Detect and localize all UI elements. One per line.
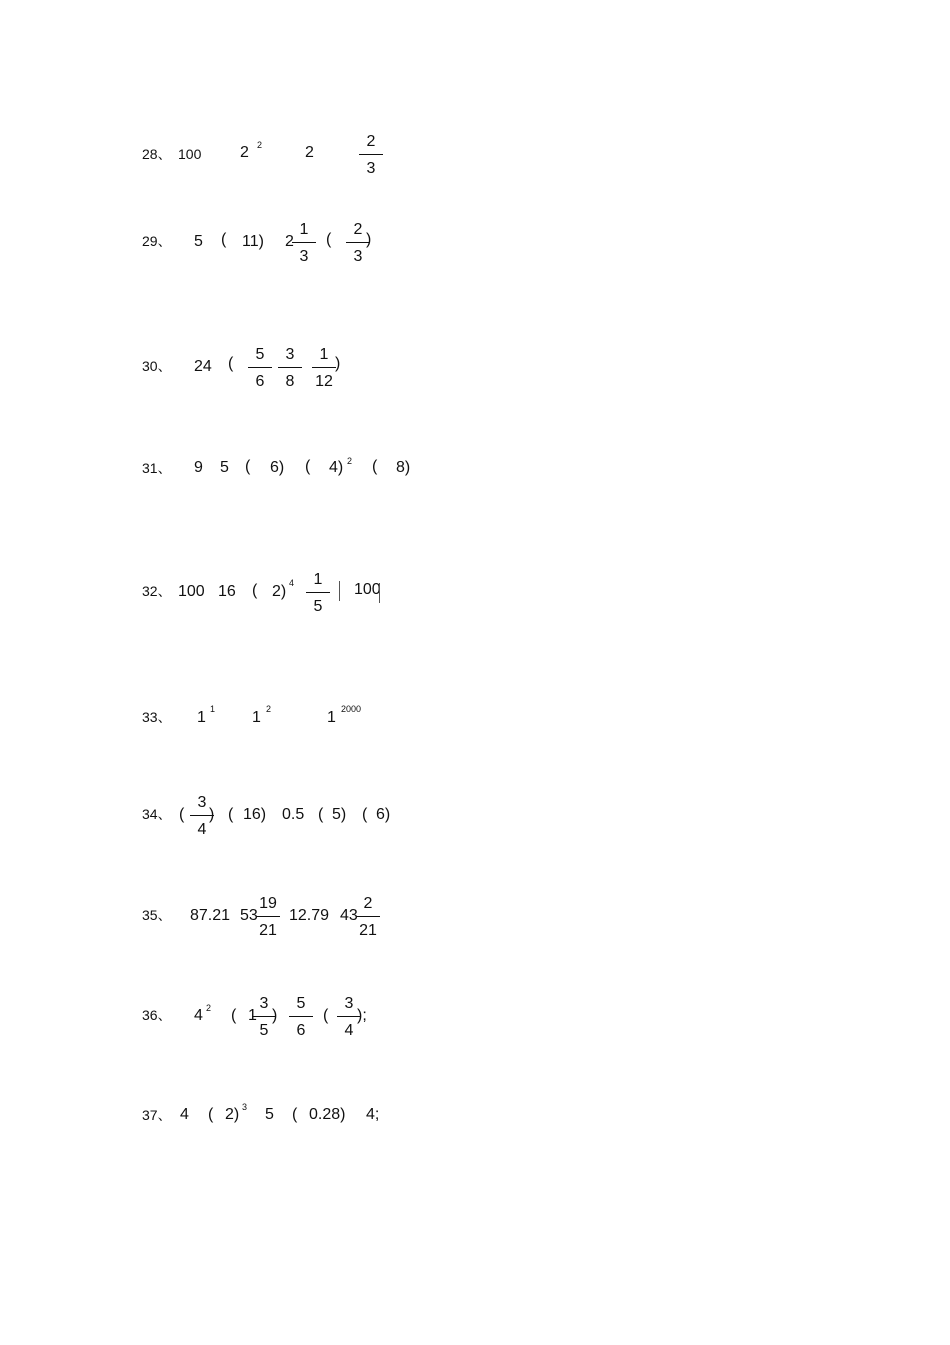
term: 2 <box>240 144 249 161</box>
fraction <box>248 346 272 391</box>
term: 2) <box>272 583 287 600</box>
problem-number: 32、 <box>142 583 172 599</box>
fraction-bar <box>248 367 272 368</box>
fraction-bar <box>306 592 330 593</box>
problem-number: 28、 <box>142 146 172 162</box>
fraction <box>256 895 280 940</box>
absolute-value-bar <box>379 583 380 603</box>
fraction <box>292 221 316 266</box>
term: ( <box>318 806 324 823</box>
term: ( <box>326 231 332 248</box>
numerator: 3 <box>259 995 269 1012</box>
term: ); <box>357 1007 367 1024</box>
term: 100 <box>178 583 205 600</box>
term: 1 <box>252 709 261 726</box>
problem-number: 31、 <box>142 460 172 476</box>
term: 43 <box>340 907 358 924</box>
term: ( <box>305 458 311 475</box>
term: 53 <box>240 907 258 924</box>
term: 4 <box>194 1007 203 1024</box>
numerator: 1 <box>313 571 323 588</box>
problem-number: 35、 <box>142 907 172 923</box>
term: ( <box>179 806 185 823</box>
exponent: 4 <box>289 578 295 588</box>
numerator: 1 <box>319 346 329 363</box>
numerator: 5 <box>296 995 306 1012</box>
exponent: 2 <box>257 140 263 150</box>
term: 6) <box>270 459 285 476</box>
term: 6) <box>376 806 391 823</box>
term: ( <box>245 458 251 475</box>
fraction <box>359 133 383 178</box>
term: 0.5 <box>282 806 305 823</box>
denominator: 21 <box>359 922 377 939</box>
term: ( <box>231 1007 237 1024</box>
denominator: 5 <box>313 598 323 615</box>
denominator: 3 <box>366 160 376 177</box>
denominator: 6 <box>255 373 265 390</box>
denominator: 3 <box>299 248 309 265</box>
denominator: 3 <box>353 248 363 265</box>
exponent: 2 <box>266 704 272 714</box>
denominator: 21 <box>259 922 277 939</box>
denominator: 4 <box>344 1022 354 1039</box>
term: 2) <box>225 1106 240 1123</box>
numerator: 3 <box>285 346 295 363</box>
fraction <box>306 571 330 616</box>
term: 5 <box>194 233 203 250</box>
term: 16) <box>243 806 267 823</box>
term: ( <box>228 355 234 372</box>
term: 8) <box>396 459 411 476</box>
fraction-bar <box>356 916 380 917</box>
term: 1 <box>327 709 336 726</box>
numerator: 2 <box>366 133 376 150</box>
fraction-bar <box>312 367 336 368</box>
denominator: 8 <box>285 373 295 390</box>
exponent: 2 <box>347 456 353 466</box>
problem-number: 37、 <box>142 1107 172 1123</box>
term: ( <box>323 1007 329 1024</box>
term: 100 <box>178 146 202 162</box>
fraction-bar <box>278 367 302 368</box>
numerator: 5 <box>255 346 265 363</box>
numerator: 2 <box>353 221 363 238</box>
problem-number: 36、 <box>142 1007 172 1023</box>
denominator: 4 <box>197 821 207 838</box>
absolute-value-bar <box>339 581 340 601</box>
term: ( <box>252 582 258 599</box>
term: 11) <box>242 233 264 250</box>
term: 2 <box>305 144 314 161</box>
term: 16 <box>218 583 236 600</box>
term: 9 <box>194 459 203 476</box>
exponent: 3 <box>242 1102 248 1112</box>
term: 4) <box>329 459 344 476</box>
fraction-bar <box>289 1016 313 1017</box>
exponent: 2000 <box>341 704 362 714</box>
term: ( <box>208 1106 214 1123</box>
term: ) <box>272 1007 278 1024</box>
term: ) <box>209 806 215 823</box>
problem-number: 34、 <box>142 806 172 822</box>
fraction-bar <box>256 916 280 917</box>
term: 4 <box>180 1106 189 1123</box>
fraction <box>312 346 336 391</box>
denominator: 5 <box>259 1022 269 1039</box>
fraction <box>356 895 380 940</box>
term: 24 <box>194 358 212 375</box>
term: 4; <box>366 1106 380 1123</box>
term: ) <box>366 231 372 248</box>
term: ( <box>292 1106 298 1123</box>
numerator: 19 <box>259 895 277 912</box>
numerator: 3 <box>344 995 354 1012</box>
term: ( <box>221 231 227 248</box>
term: ( <box>362 806 368 823</box>
term: 1 <box>248 1007 257 1024</box>
denominator: 6 <box>296 1022 306 1039</box>
numerator: 3 <box>197 794 207 811</box>
term: ) <box>335 355 341 372</box>
problem-number: 29、 <box>142 233 172 249</box>
term: 0.28) <box>309 1106 346 1123</box>
term: 1 <box>197 709 206 726</box>
numerator: 2 <box>363 895 373 912</box>
exponent: 2 <box>206 1003 212 1013</box>
term: 87.21 <box>190 907 231 924</box>
term: 2 <box>285 233 294 250</box>
exponent: 1 <box>210 704 216 714</box>
fraction <box>278 346 302 391</box>
fraction-bar <box>292 242 316 243</box>
denominator: 12 <box>315 373 333 390</box>
term: 5 <box>220 459 229 476</box>
term: 5 <box>265 1106 274 1123</box>
fraction-bar <box>359 154 383 155</box>
fraction <box>289 995 313 1040</box>
term: ( <box>372 458 378 475</box>
numerator: 1 <box>299 221 309 238</box>
term: 5) <box>332 806 347 823</box>
problem-number: 30、 <box>142 358 172 374</box>
problem-number: 33、 <box>142 709 172 725</box>
term: ( <box>228 806 234 823</box>
term: 12.79 <box>289 907 330 924</box>
term: 100 <box>354 581 381 598</box>
